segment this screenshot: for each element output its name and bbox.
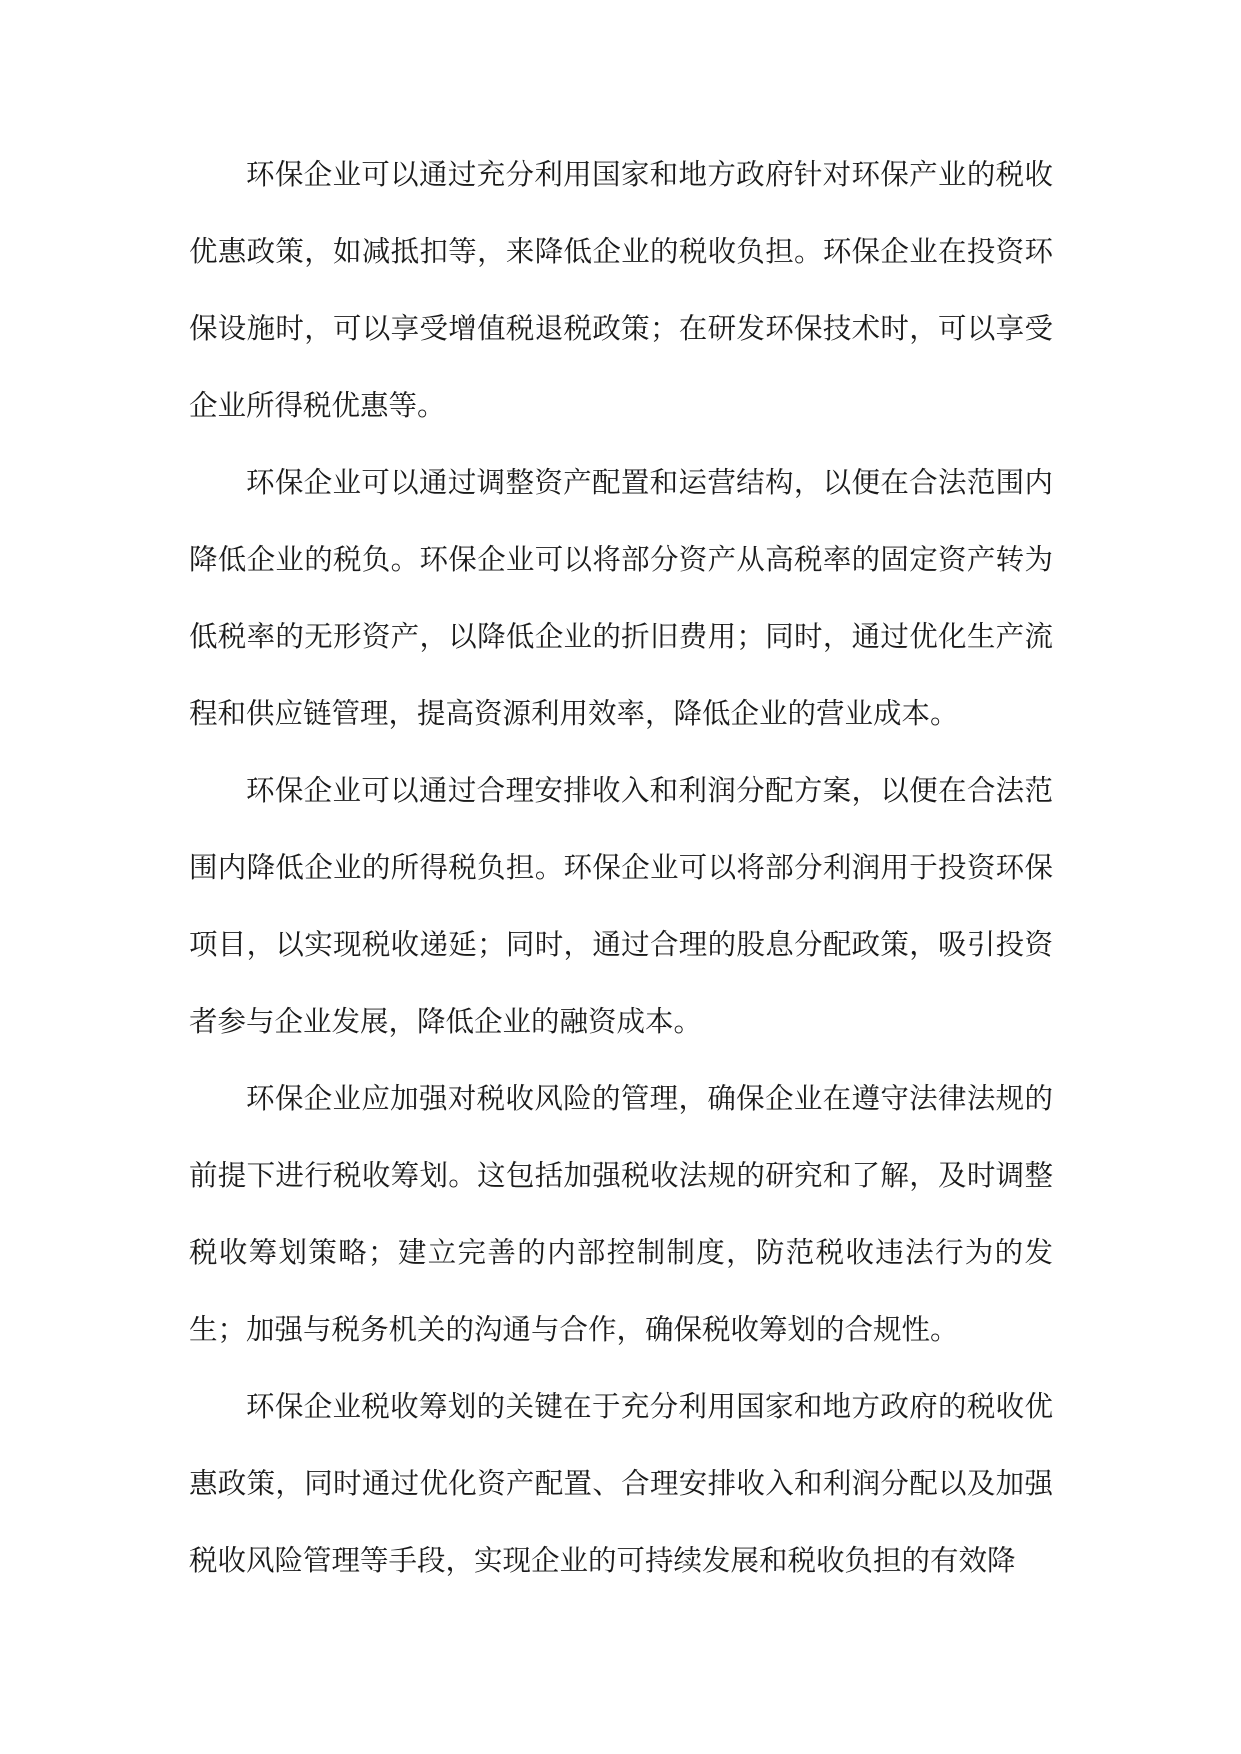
paragraph-asset-allocation: 环保企业可以通过调整资产配置和运营结构，以便在合法范围内降低企业的税负。环保企业可以将部分资产从高税率的固定资产转为低税率的无形资产，以降低企业的折旧费用；同时，通过优化生产流程和供应链管理，提高资源利用效率，降低企业的营业成本。 <box>189 466 1053 730</box>
paragraph-tax-incentives: 环保企业可以通过充分利用国家和地方政府针对环保产业的税收优惠政策，如减抵扣等，来降低企业的税收负担。环保企业在投资环保设施时，可以享受增值税退税政策；在研发环保技术时，可以享受企业所得税优惠等。 <box>189 158 1053 422</box>
paragraph-risk-management: 环保企业应加强对税收风险的管理，确保企业在遵守法律法规的前提下进行税收筹划。这包括加强税收法规的研究和了解，及时调整税收筹划策略；建立完善的内部控制制度，防范税收违法行为的发生；加强与税务机关的沟通与合作，确保税收筹划的合规性。 <box>189 1082 1053 1346</box>
paragraph-profit-distribution: 环保企业可以通过合理安排收入和利润分配方案，以便在合法范围内降低企业的所得税负担。环保企业可以将部分利润用于投资环保项目，以实现税收递延；同时，通过合理的股息分配政策，吸引投资者参与企业发展，降低企业的融资成本。 <box>189 774 1053 1038</box>
paragraph-summary: 环保企业税收筹划的关键在于充分利用国家和地方政府的税收优惠政策，同时通过优化资产配置、合理安排收入和利润分配以及加强税收风险管理等手段，实现企业的可持续发展和税收负担的有效降 <box>189 1390 1053 1577</box>
document-body <box>189 136 1053 1599</box>
